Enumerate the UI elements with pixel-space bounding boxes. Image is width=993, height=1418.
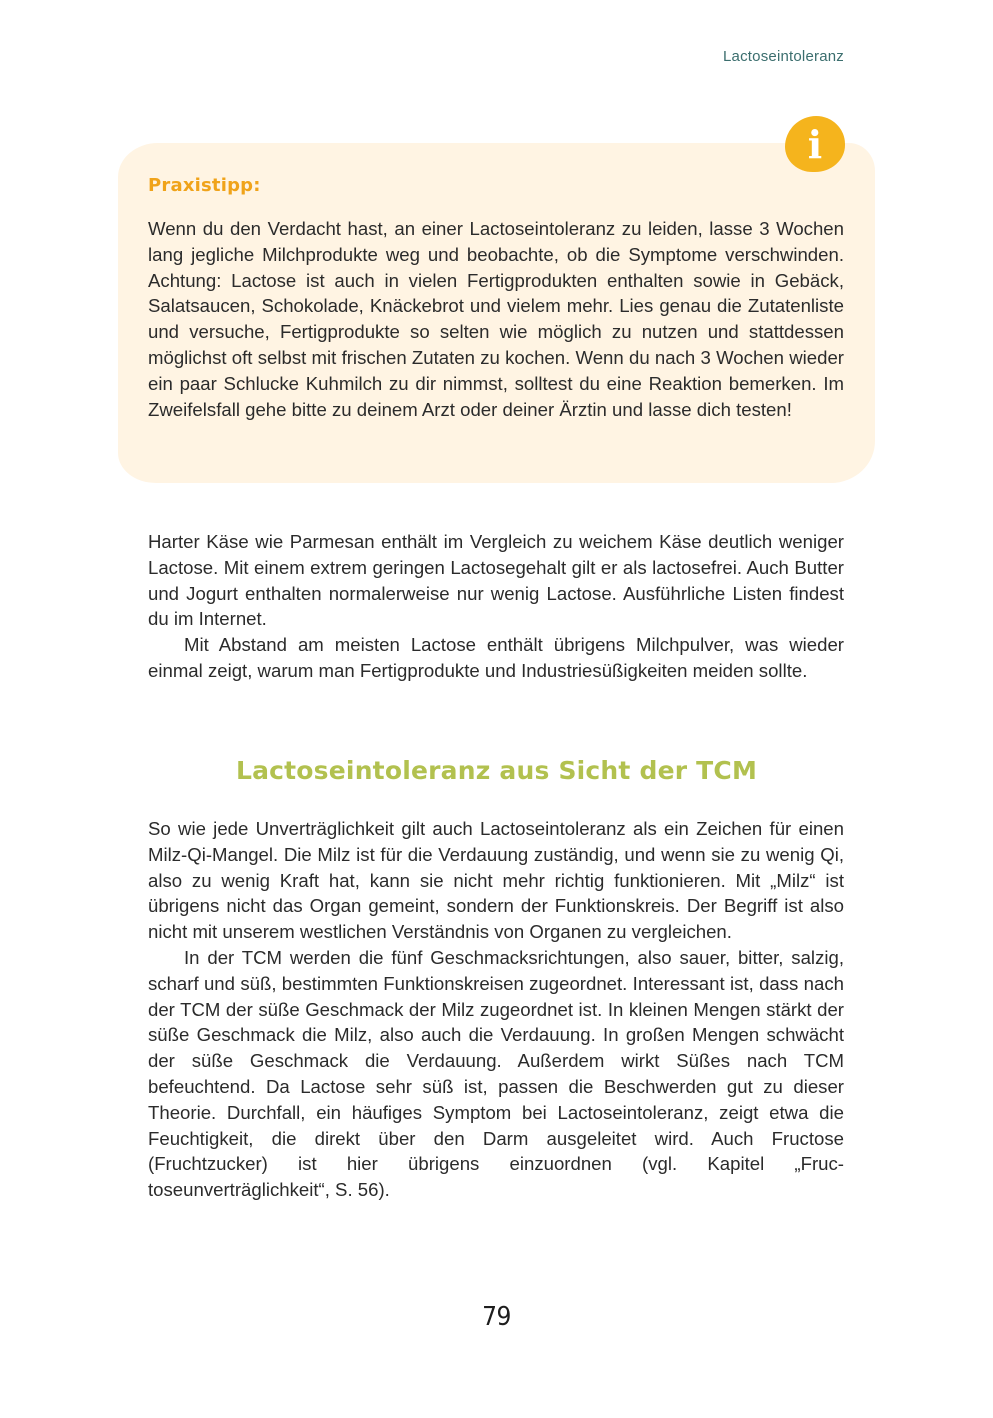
body-section-1 [148,529,844,684]
info-icon [785,116,845,172]
praxistipp-title: Praxistipp: [148,175,261,196]
body-paragraph: In der TCM werden die fünf Geschmacksrichtungen, also sauer, bitter, salzig, scharf und süß, bestimmten Funktionskreisen zugeordnet. Interessant ist, dass nach der TCM der süße Geschmack der Milz zugeordnet ist. In kleinen Mengen stärkt der süße Geschmack die Milz, also auch die Verdauung. In großen Mengen schwächt der süße Geschmack die Verdauung. Außerdem wirkt Süßes nach TCM befeuchtend. Da Lactose sehr süß ist, passen die Beschwerden gut zu dieser Theorie. Durchfall, ein häufiges Symptom bei Lactoseintoleranz, zeigt etwa die Feuchtigkeit, die direkt über den Darm ausgeleitet wird. Auch Fructose (Fruchtzucker) ist hier übrigens einzuordnen (vgl. Kapitel „Fructoseunverträglichkeit“, S. 56). [148,946,844,1201]
body-paragraph: So wie jede Unverträglichkeit gilt auch Lactoseintoleranz als ein Zeichen für einen Milz-Qi-Mangel. Die Milz ist für die Verdauung zuständig, und wenn sie zu wenig Qi, also zu wenig Kraft hat, kann sie nicht mehr richtig funktionieren. Mit „Milz“ ist übrigens nicht das Organ gemeint, sondern der Funktionskreis. Der Begriff ist also nicht mit unserem westlichen Verständnis von Organen zu vergleichen. [148,818,844,943]
section-heading: Lactoseintoleranz aus Sicht der TCM [235,756,758,785]
page-number: 79 [482,1302,511,1332]
info-icon-glyph: i [807,122,823,167]
praxistipp-paragraph: Wenn du den Verdacht hast, an einer Lactoseintoleranz zu leiden, lasse 3 Wochen lang jegliche Milchprodukte weg und beobachte, ob die Symptome verschwinden. Achtung: Lactose ist auch in vielen Fertigprodukten enthalten sowie in Gebäck, Salatsaucen, Schokolade, Knäckebrot und vielem mehr. Lies genau die Zutatenliste und versuche, Fertigprodukte so selten wie möglich zu nutzen und stattdessen möglichst oft selbst mit frischen Zutaten zu kochen. Wenn du nach 3 Wochen wieder ein paar Schlucke Kuhmilch zu dir nimmst, solltest du eine Reaktion bemerken. Im Zweifelsfall gehe bitte zu deinem Arzt oder deiner Ärztin und lasse dich testen! [148,218,844,420]
praxistipp-text [148,216,844,422]
body-paragraph: Mit Abstand am meisten Lactose enthält übrigens Milchpulver, was wieder einmal zeigt, warum man Fertigprodukte und Industriesüßigkeiten meiden sollte. [148,634,844,681]
body-paragraph: Harter Käse wie Parmesan enthält im Vergleich zu weichem Käse deutlich weniger Lactose. Mit einem extrem geringen Lactosegehalt gilt er als lactosefrei. Auch Butter und Jogurt enthalten normalerweise nur wenig Lactose. Ausführliche Listen findest du im Internet. [148,531,844,630]
body-section-2 [148,816,844,1203]
running-header-title: Lactoseintoleranz [723,48,844,65]
